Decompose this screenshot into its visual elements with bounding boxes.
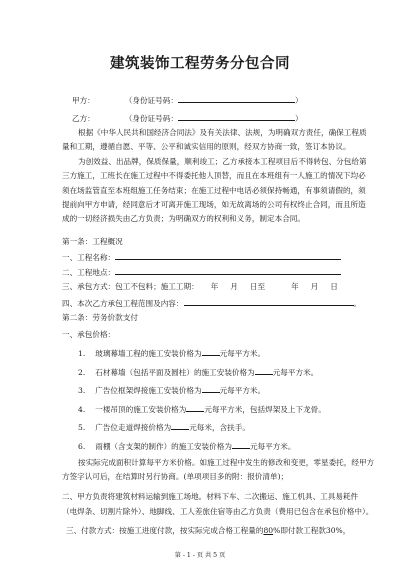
intro-line: 成的一切经济损失由乙方负责；为明确双方的权利和义务，制定本合同。	[62, 214, 305, 223]
party-b-id-blank	[178, 112, 295, 121]
price-item-text: 玻璃幕墙工程的施工安装价格为	[95, 349, 202, 358]
price-heading: 一、承包价格：	[62, 330, 116, 339]
project-location-blank	[115, 266, 341, 275]
section-2-heading: 第二条：劳务价款支付	[62, 313, 138, 322]
intro-line: 根据《中华人民共和国经济合同法》及有关法律、法规，为明确双方责任，确保工程质	[78, 128, 367, 137]
intro-line: 为创效益、出品牌，保质保量，顺利竣工；乙方承接本工程项目后不得转包、分包给第	[78, 157, 367, 166]
document-title: 建筑装饰工程劳务分包合同	[110, 55, 290, 72]
price-item-unit: 元每平方米，包括焊架及上下龙骨。	[204, 405, 326, 414]
start-day-label: 日至	[249, 282, 266, 291]
price-item-number: 5.	[78, 423, 86, 432]
payment-text-tail: %即付款工程款30%，	[273, 526, 351, 535]
scope-line	[62, 297, 361, 309]
price-blank	[232, 440, 250, 449]
price-item-unit: 元每平方米。	[219, 349, 266, 358]
price-item	[78, 403, 326, 415]
intro-line: 提前向甲方申请，经同意后才可离开施工现场，如无故离场的公司有权终止合同，而且所造	[62, 200, 366, 209]
project-name-label: 一、工程名称：	[62, 253, 116, 262]
party-b-close-paren: ）	[294, 114, 303, 123]
party-b-label: 乙方：	[72, 114, 95, 123]
settlement-line: 方签字认可后，在结算时另行协商。(单项项目多的附：报价清单)；	[62, 472, 289, 481]
project-location-line	[62, 266, 341, 278]
materials-line: 二、甲方负责将建筑材料运输到施工场地。材料下车、二次搬运、施工机具、工具易耗件	[62, 492, 359, 501]
party-a-line	[72, 94, 303, 106]
party-a-id-blank	[178, 94, 295, 103]
price-item-text: 雨棚（含支架的制作）的施工安装价格为	[95, 442, 232, 451]
price-item-text: 广告位框架焊接施工安装价格为	[95, 386, 202, 395]
price-item-text: 广告位走道焊接价格为	[95, 423, 172, 432]
contract-method-line	[62, 282, 338, 292]
page-footer: 第 - 1 - 页 共 5 页	[174, 552, 226, 559]
party-a-close-paren: ）	[294, 96, 303, 105]
intro-line: 三方施工，工班长在施工过程中不得委托他人顶替，而且在本班组有一人施工的情况下均必	[62, 171, 366, 180]
price-item	[78, 440, 296, 452]
price-item-number: 6.	[78, 442, 86, 451]
end-year-label: 年	[291, 282, 299, 291]
price-item	[78, 421, 250, 433]
party-b-id-label: （身份证号码：	[124, 114, 178, 123]
price-blank	[255, 366, 273, 375]
price-blank	[202, 384, 220, 393]
price-item	[78, 384, 265, 396]
price-item-unit: 元每平方米。	[219, 386, 266, 395]
price-item-text: 一楼吊顶的施工安装价格为	[95, 405, 187, 414]
price-blank	[186, 403, 204, 412]
project-name-blank	[115, 251, 341, 260]
price-item-text: 石材幕墙（包括平面及圆柱）的施工安装价格为	[95, 368, 255, 377]
contract-method-text: 三、承包方式：包工不包料；施工工期：	[62, 282, 199, 291]
payment-line	[66, 526, 350, 536]
price-item-unit: 元每米，含扶手。	[189, 423, 250, 432]
materials-line: （电焊条、切割片除外）、地脚线、工人差旅住宿等由乙方负责（费用已包含在承包价格中）。	[62, 507, 374, 516]
price-blank	[171, 421, 189, 430]
price-item-unit: 元每平方米。	[249, 442, 296, 451]
start-year-label: 年	[210, 282, 219, 291]
party-b-line	[72, 112, 303, 124]
payment-text: 三、付款方式：按施工进度付款，按实际完成合格工程量的	[66, 526, 264, 535]
intro-line: 量和工期，遵循自愿、平等、公平和诚实信用的原则，经双方协商一致，签订本协议。	[62, 142, 351, 151]
section-1-heading: 第一条：工程概况	[62, 237, 123, 246]
start-month-label: 月	[230, 282, 238, 291]
end-month-label: 月	[310, 282, 319, 291]
scope-label: 四、本次乙方承包工程范围及内容：	[62, 299, 184, 308]
project-location-label: 二、工程地点：	[62, 268, 116, 277]
intro-line: 须在场监管直至本班组施工任务结束；在施工过程中电话必须保持畅通，有事须请假的，须	[62, 186, 366, 195]
price-item	[78, 366, 318, 378]
price-item-number: 2.	[78, 368, 86, 377]
scope-blank	[184, 297, 354, 306]
party-a-label: 甲方：	[72, 96, 95, 105]
price-item	[78, 347, 265, 359]
price-blank	[202, 347, 220, 356]
price-item-number: 4.	[78, 405, 86, 414]
scope-period: 。	[353, 299, 362, 308]
settlement-line: 按实际完成面积计算每平方米价格。如施工过程中发生的修改和变更，零星委托，经甲方	[78, 458, 375, 467]
payment-percent: 80	[263, 526, 274, 535]
end-day-label: 日	[330, 282, 338, 291]
project-name-line	[62, 251, 341, 263]
price-item-number: 1.	[78, 349, 86, 358]
price-item-number: 3.	[78, 386, 86, 395]
price-item-unit: 元每平方米。	[272, 368, 319, 377]
party-a-id-label: （身份证号码：	[124, 96, 178, 105]
